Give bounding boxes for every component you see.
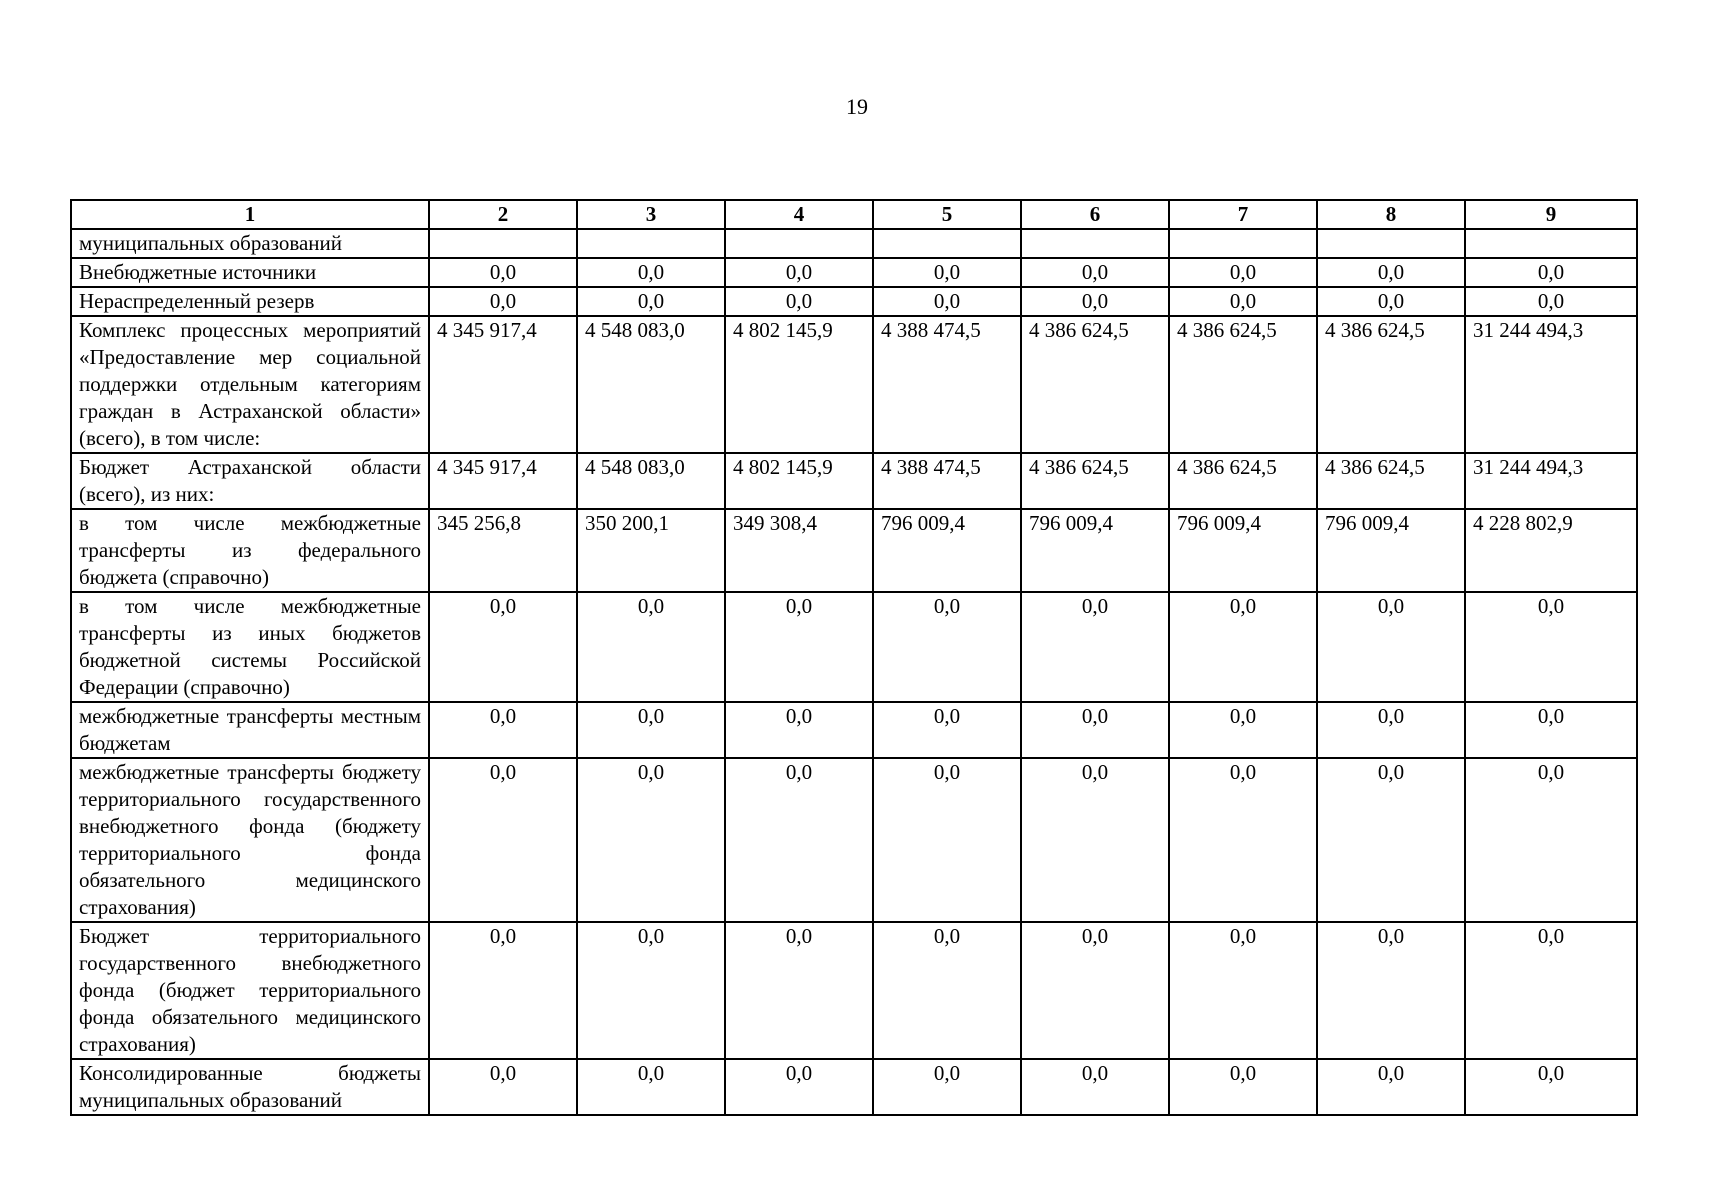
row-label: Нераспределенный резерв — [71, 287, 429, 316]
value-cell: 0,0 — [429, 1059, 577, 1115]
value-cell — [1465, 229, 1637, 258]
table-row — [71, 229, 1637, 258]
value-cell: 0,0 — [1465, 702, 1637, 758]
value-cell: 350 200,1 — [577, 509, 725, 592]
table-row — [71, 316, 1637, 453]
value-cell — [873, 229, 1021, 258]
value-cell: 4 386 624,5 — [1317, 316, 1465, 453]
value-cell: 0,0 — [873, 1059, 1021, 1115]
value-cell: 0,0 — [1169, 702, 1317, 758]
value-cell: 0,0 — [577, 922, 725, 1059]
value-cell: 31 244 494,3 — [1465, 453, 1637, 509]
table-body — [71, 229, 1637, 1115]
row-label: Внебюджетные источники — [71, 258, 429, 287]
value-cell: 0,0 — [1317, 702, 1465, 758]
value-cell: 4 386 624,5 — [1169, 453, 1317, 509]
column-header: 3 — [577, 200, 725, 229]
value-cell: 0,0 — [1465, 758, 1637, 922]
table-row — [71, 453, 1637, 509]
value-cell: 0,0 — [429, 702, 577, 758]
value-cell: 0,0 — [1169, 258, 1317, 287]
value-cell: 0,0 — [1317, 592, 1465, 702]
value-cell: 0,0 — [1317, 922, 1465, 1059]
value-cell: 0,0 — [577, 287, 725, 316]
value-cell: 4 386 624,5 — [1021, 453, 1169, 509]
row-label: Консолидированные бюджеты муниципальных образований — [71, 1059, 429, 1115]
value-cell: 0,0 — [577, 702, 725, 758]
value-cell: 4 386 624,5 — [1021, 316, 1169, 453]
value-cell: 0,0 — [1169, 922, 1317, 1059]
budget-table — [70, 199, 1638, 1116]
value-cell: 0,0 — [1021, 592, 1169, 702]
value-cell: 4 802 145,9 — [725, 316, 873, 453]
value-cell: 0,0 — [725, 922, 873, 1059]
value-cell: 0,0 — [1169, 758, 1317, 922]
value-cell: 0,0 — [1021, 758, 1169, 922]
value-cell: 0,0 — [873, 592, 1021, 702]
value-cell: 0,0 — [1021, 287, 1169, 316]
table-row — [71, 592, 1637, 702]
column-header: 8 — [1317, 200, 1465, 229]
row-label: муниципальных образований — [71, 229, 429, 258]
value-cell: 0,0 — [429, 758, 577, 922]
column-header: 6 — [1021, 200, 1169, 229]
value-cell: 0,0 — [1021, 258, 1169, 287]
value-cell: 0,0 — [1465, 922, 1637, 1059]
value-cell: 0,0 — [725, 702, 873, 758]
value-cell: 345 256,8 — [429, 509, 577, 592]
value-cell: 4 388 474,5 — [873, 316, 1021, 453]
row-label: межбюджетные трансферты бюджету территориального государственного внебюджетного фонда (бюджету территориального фонда обязательного медицинского страхования) — [71, 758, 429, 922]
value-cell: 0,0 — [1465, 1059, 1637, 1115]
value-cell: 0,0 — [429, 592, 577, 702]
value-cell: 4 345 917,4 — [429, 453, 577, 509]
value-cell: 0,0 — [725, 592, 873, 702]
value-cell — [725, 229, 873, 258]
column-header: 9 — [1465, 200, 1637, 229]
row-label: Комплекс процессных мероприятий «Предоставление мер социальной поддержки отдельным категориям граждан в Астраханской области» (всего), в том числе: — [71, 316, 429, 453]
value-cell: 0,0 — [577, 758, 725, 922]
value-cell — [1169, 229, 1317, 258]
value-cell: 349 308,4 — [725, 509, 873, 592]
value-cell: 0,0 — [1169, 1059, 1317, 1115]
table-row — [71, 287, 1637, 316]
value-cell: 0,0 — [1465, 258, 1637, 287]
column-header: 4 — [725, 200, 873, 229]
value-cell: 796 009,4 — [1169, 509, 1317, 592]
value-cell: 0,0 — [873, 758, 1021, 922]
value-cell: 0,0 — [725, 287, 873, 316]
value-cell: 0,0 — [1021, 1059, 1169, 1115]
row-label: Бюджет территориального государственного внебюджетного фонда (бюджет территориального фонда обязательного медицинского страхования) — [71, 922, 429, 1059]
value-cell — [1021, 229, 1169, 258]
value-cell — [1317, 229, 1465, 258]
value-cell: 0,0 — [1317, 758, 1465, 922]
value-cell: 0,0 — [1317, 258, 1465, 287]
value-cell: 4 345 917,4 — [429, 316, 577, 453]
page-number: 19 — [846, 94, 868, 119]
value-cell: 0,0 — [1317, 287, 1465, 316]
value-cell: 0,0 — [1465, 287, 1637, 316]
value-cell: 0,0 — [429, 922, 577, 1059]
column-header: 2 — [429, 200, 577, 229]
value-cell: 0,0 — [1021, 702, 1169, 758]
column-header: 1 — [71, 200, 429, 229]
value-cell: 796 009,4 — [1317, 509, 1465, 592]
value-cell: 0,0 — [725, 1059, 873, 1115]
value-cell: 4 386 624,5 — [1317, 453, 1465, 509]
value-cell: 0,0 — [1465, 592, 1637, 702]
value-cell: 4 802 145,9 — [725, 453, 873, 509]
value-cell: 0,0 — [1317, 1059, 1465, 1115]
column-header: 7 — [1169, 200, 1317, 229]
value-cell: 0,0 — [429, 258, 577, 287]
value-cell: 796 009,4 — [1021, 509, 1169, 592]
value-cell: 0,0 — [873, 258, 1021, 287]
value-cell: 0,0 — [577, 1059, 725, 1115]
value-cell: 4 548 083,0 — [577, 453, 725, 509]
value-cell: 0,0 — [725, 758, 873, 922]
value-cell: 0,0 — [873, 922, 1021, 1059]
value-cell: 0,0 — [1169, 592, 1317, 702]
value-cell: 0,0 — [577, 592, 725, 702]
value-cell — [577, 229, 725, 258]
value-cell: 4 386 624,5 — [1169, 316, 1317, 453]
table-row — [71, 702, 1637, 758]
table-row — [71, 509, 1637, 592]
row-label: в том числе межбюджетные трансферты из иных бюджетов бюджетной системы Российской Федерации (справочно) — [71, 592, 429, 702]
value-cell: 0,0 — [429, 287, 577, 316]
table-row — [71, 1059, 1637, 1115]
table-row — [71, 922, 1637, 1059]
value-cell — [429, 229, 577, 258]
table-row — [71, 258, 1637, 287]
row-label: Бюджет Астраханской области (всего), из них: — [71, 453, 429, 509]
value-cell: 0,0 — [1169, 287, 1317, 316]
value-cell: 0,0 — [725, 258, 873, 287]
value-cell: 0,0 — [1021, 922, 1169, 1059]
row-label: межбюджетные трансферты местным бюджетам — [71, 702, 429, 758]
value-cell: 31 244 494,3 — [1465, 316, 1637, 453]
table-row — [71, 758, 1637, 922]
column-header: 5 — [873, 200, 1021, 229]
value-cell: 4 548 083,0 — [577, 316, 725, 453]
value-cell: 0,0 — [873, 287, 1021, 316]
value-cell: 0,0 — [873, 702, 1021, 758]
value-cell: 796 009,4 — [873, 509, 1021, 592]
row-label: в том числе межбюджетные трансферты из федерального бюджета (справочно) — [71, 509, 429, 592]
value-cell: 4 228 802,9 — [1465, 509, 1637, 592]
value-cell: 0,0 — [577, 258, 725, 287]
column-number-row — [71, 200, 1637, 229]
value-cell: 4 388 474,5 — [873, 453, 1021, 509]
